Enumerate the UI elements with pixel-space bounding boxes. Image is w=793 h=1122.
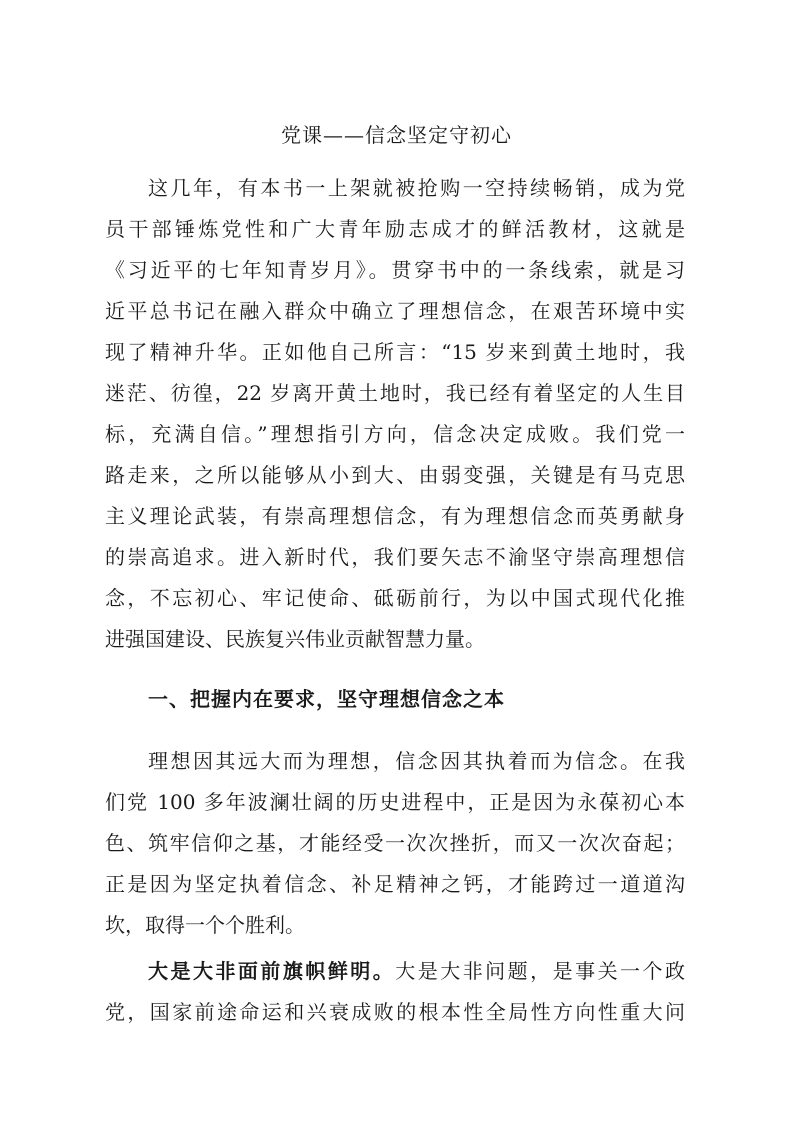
paragraph-line: 路走来，之所以能够从小到大、由弱变强，关键是有马克思: [105, 463, 685, 487]
section-heading: 一、把握内在要求，坚守理想信念之本: [148, 687, 505, 711]
paragraph-line: 的崇高追求。进入新时代，我们要矢志不渝坚守崇高理想信: [105, 545, 685, 569]
paragraph-line: 色、筑牢信仰之基，才能经受一次次挫折，而又一次次奋起；: [105, 831, 685, 855]
paragraph-line: 标，充满自信。”理想指引方向，信念决定成败。我们党一: [105, 422, 685, 446]
paragraph-line: 理想因其远大而为理想，信念因其执着而为信念。在我: [148, 749, 685, 773]
paragraph-line: 坎，取得一个个胜利。: [105, 913, 305, 937]
paragraph-line: 这几年，有本书一上架就被抢购一空持续畅销，成为党: [148, 176, 685, 200]
bold-lead-text: 大是大非面前旗帜鲜明。: [148, 959, 396, 983]
paragraph-line: 现了精神升华。正如他自己所言：“15 岁来到黄土地时，我: [105, 340, 685, 364]
paragraph-line: 念，不忘初心、牢记使命、砥砺前行，为以中国式现代化推: [105, 586, 685, 610]
paragraph-line: 《习近平的七年知青岁月》。贯穿书中的一条线索，就是习: [105, 258, 685, 282]
paragraph-line: 近平总书记在融入群众中确立了理想信念，在艰苦环境中实: [105, 299, 685, 323]
paragraph-line: 党，国家前途命运和兴衰成败的根本性全局性方向性重大问: [105, 1000, 685, 1024]
paragraph-line: 们党 100 多年波澜壮阔的历史进程中，正是因为永葆初心本: [105, 790, 685, 814]
document-title: 党课——信念坚定守初心: [281, 123, 512, 147]
paragraph-line: 员干部锤炼党性和广大青年励志成才的鲜活教材，这就是: [105, 217, 685, 241]
paragraph-line: 正是因为坚定执着信念、补足精神之钙，才能跨过一道道沟: [105, 872, 685, 896]
paragraph-line: 进强国建设、民族复兴伟业贡献智慧力量。: [105, 627, 485, 651]
paragraph-text: 大是大非问题，是事关一个政: [395, 959, 686, 983]
paragraph-line: 主义理论武装，有崇高理想信念，有为理想信念而英勇献身: [105, 504, 685, 528]
paragraph-line: [148, 956, 685, 986]
paragraph-line: 迷茫、彷徨，22 岁离开黄土地时，我已经有着坚定的人生目: [105, 381, 685, 405]
